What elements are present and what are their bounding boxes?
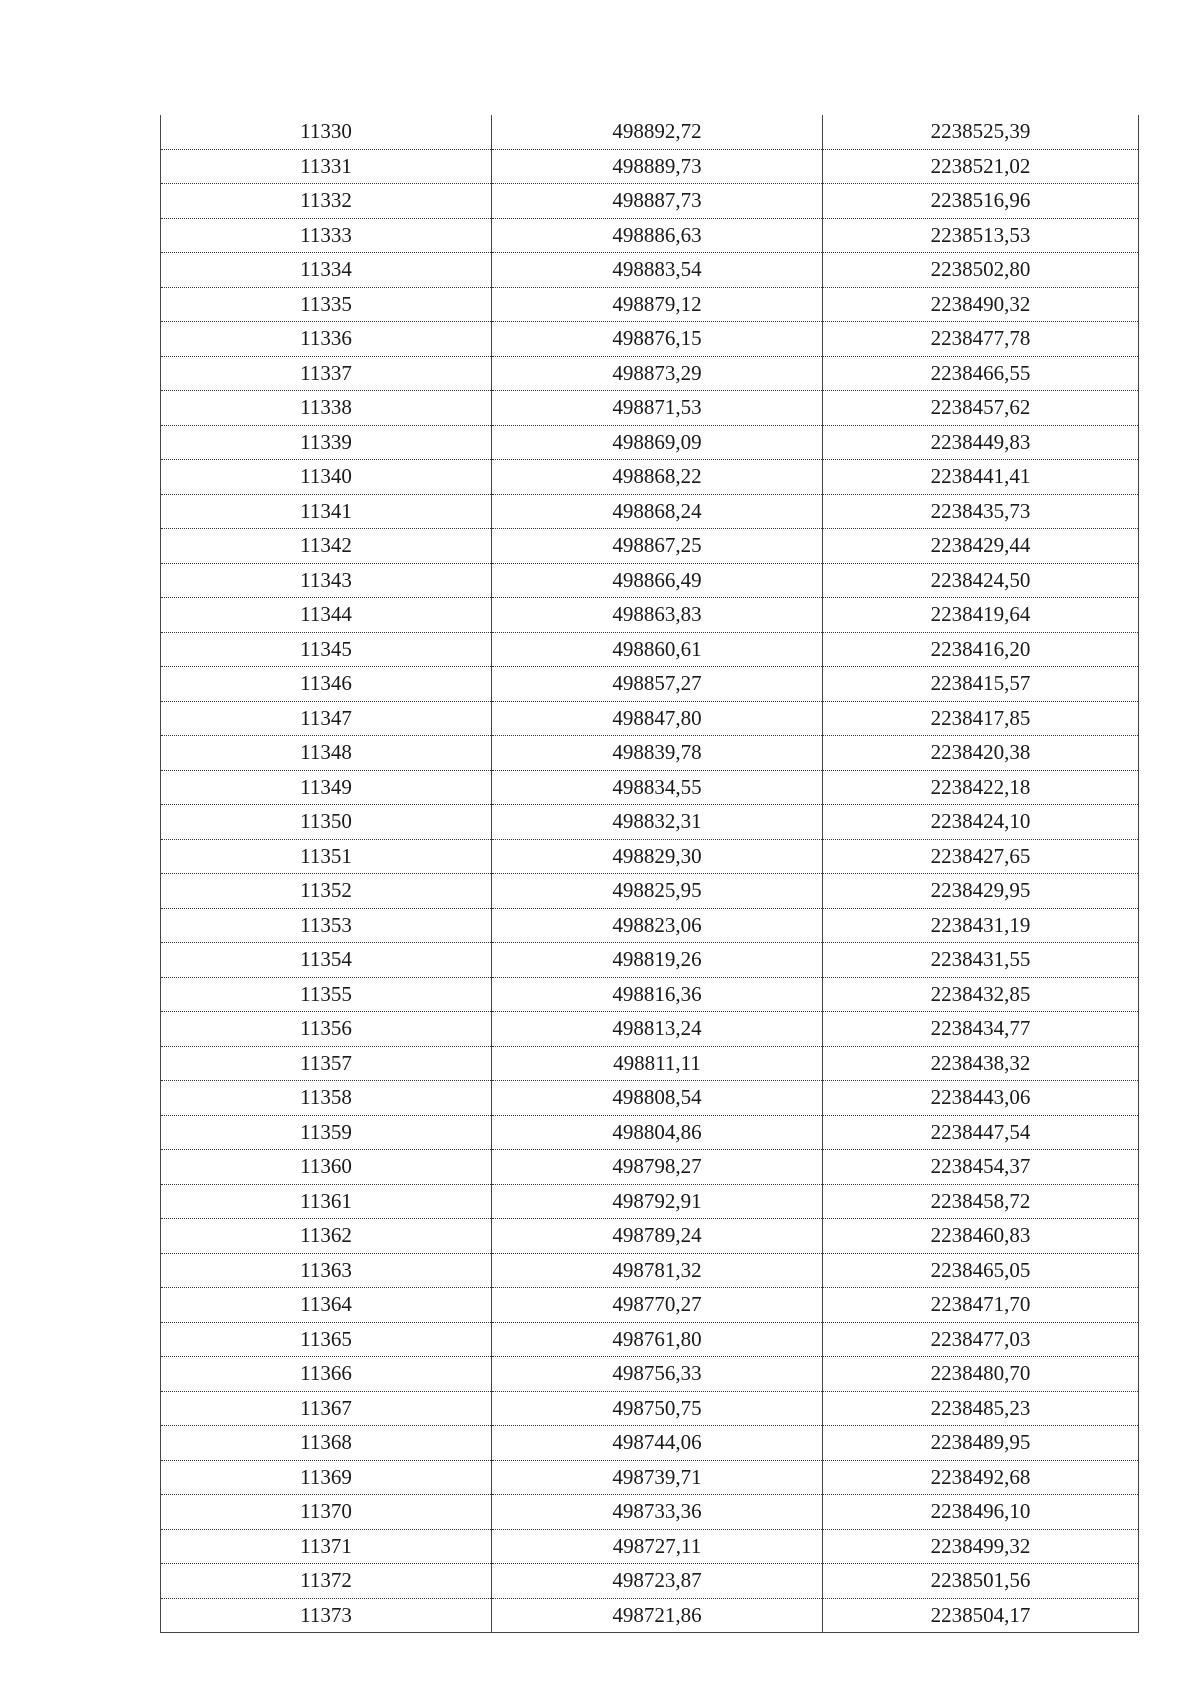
table-row: [161, 598, 1139, 633]
table-row: [161, 287, 1139, 322]
x-coordinate-cell: 498847,80: [492, 701, 823, 736]
point-number-cell: 11336: [161, 322, 492, 357]
y-coordinate-cell: 2238432,85: [823, 977, 1139, 1012]
point-number-cell: 11367: [161, 1391, 492, 1426]
point-number-cell: 11334: [161, 253, 492, 288]
table-row: [161, 494, 1139, 529]
point-number-cell: 11364: [161, 1288, 492, 1323]
y-coordinate-cell: 2238466,55: [823, 356, 1139, 391]
point-number-cell: 11358: [161, 1081, 492, 1116]
y-coordinate-cell: 2238431,19: [823, 908, 1139, 943]
y-coordinate-cell: 2238496,10: [823, 1495, 1139, 1530]
point-number-cell: 11347: [161, 701, 492, 736]
table-row: [161, 1529, 1139, 1564]
x-coordinate-cell: 498744,06: [492, 1426, 823, 1461]
point-number-cell: 11353: [161, 908, 492, 943]
y-coordinate-cell: 2238513,53: [823, 218, 1139, 253]
table-row: [161, 356, 1139, 391]
x-coordinate-cell: 498770,27: [492, 1288, 823, 1323]
table-row: [161, 839, 1139, 874]
point-number-cell: 11355: [161, 977, 492, 1012]
y-coordinate-cell: 2238489,95: [823, 1426, 1139, 1461]
table-row: [161, 805, 1139, 840]
table-row: [161, 1253, 1139, 1288]
point-number-cell: 11361: [161, 1184, 492, 1219]
table-row: [161, 1460, 1139, 1495]
table-row: [161, 1081, 1139, 1116]
y-coordinate-cell: 2238424,50: [823, 563, 1139, 598]
y-coordinate-cell: 2238441,41: [823, 460, 1139, 495]
table-row: [161, 391, 1139, 426]
x-coordinate-cell: 498756,33: [492, 1357, 823, 1392]
y-coordinate-cell: 2238504,17: [823, 1598, 1139, 1633]
table-row: [161, 736, 1139, 771]
point-number-cell: 11333: [161, 218, 492, 253]
point-number-cell: 11345: [161, 632, 492, 667]
x-coordinate-cell: 498789,24: [492, 1219, 823, 1254]
y-coordinate-cell: 2238490,32: [823, 287, 1139, 322]
table-row: [161, 701, 1139, 736]
table-row: [161, 563, 1139, 598]
point-number-cell: 11351: [161, 839, 492, 874]
point-number-cell: 11340: [161, 460, 492, 495]
y-coordinate-cell: 2238434,77: [823, 1012, 1139, 1047]
table-row: [161, 1564, 1139, 1599]
y-coordinate-cell: 2238457,62: [823, 391, 1139, 426]
x-coordinate-cell: 498808,54: [492, 1081, 823, 1116]
point-number-cell: 11331: [161, 149, 492, 184]
y-coordinate-cell: 2238420,38: [823, 736, 1139, 771]
x-coordinate-cell: 498889,73: [492, 149, 823, 184]
x-coordinate-cell: 498863,83: [492, 598, 823, 633]
point-number-cell: 11350: [161, 805, 492, 840]
y-coordinate-cell: 2238419,64: [823, 598, 1139, 633]
x-coordinate-cell: 498804,86: [492, 1115, 823, 1150]
table-row: [161, 977, 1139, 1012]
y-coordinate-cell: 2238458,72: [823, 1184, 1139, 1219]
table-row: [161, 770, 1139, 805]
y-coordinate-cell: 2238415,57: [823, 667, 1139, 702]
table-row: [161, 1426, 1139, 1461]
y-coordinate-cell: 2238460,83: [823, 1219, 1139, 1254]
y-coordinate-cell: 2238454,37: [823, 1150, 1139, 1185]
table-row: [161, 218, 1139, 253]
point-number-cell: 11332: [161, 184, 492, 219]
y-coordinate-cell: 2238499,32: [823, 1529, 1139, 1564]
x-coordinate-cell: 498825,95: [492, 874, 823, 909]
x-coordinate-cell: 498887,73: [492, 184, 823, 219]
y-coordinate-cell: 2238477,03: [823, 1322, 1139, 1357]
point-number-cell: 11365: [161, 1322, 492, 1357]
point-number-cell: 11369: [161, 1460, 492, 1495]
point-number-cell: 11349: [161, 770, 492, 805]
x-coordinate-cell: 498868,22: [492, 460, 823, 495]
x-coordinate-cell: 498871,53: [492, 391, 823, 426]
x-coordinate-cell: 498857,27: [492, 667, 823, 702]
point-number-cell: 11372: [161, 1564, 492, 1599]
table-row: [161, 425, 1139, 460]
y-coordinate-cell: 2238471,70: [823, 1288, 1139, 1323]
x-coordinate-cell: 498761,80: [492, 1322, 823, 1357]
point-number-cell: 11341: [161, 494, 492, 529]
x-coordinate-cell: 498860,61: [492, 632, 823, 667]
point-number-cell: 11330: [161, 115, 492, 149]
coordinates-table: [160, 115, 1139, 1633]
point-number-cell: 11344: [161, 598, 492, 633]
point-number-cell: 11360: [161, 1150, 492, 1185]
point-number-cell: 11338: [161, 391, 492, 426]
y-coordinate-cell: 2238427,65: [823, 839, 1139, 874]
y-coordinate-cell: 2238416,20: [823, 632, 1139, 667]
x-coordinate-cell: 498792,91: [492, 1184, 823, 1219]
x-coordinate-cell: 498886,63: [492, 218, 823, 253]
point-number-cell: 11346: [161, 667, 492, 702]
y-coordinate-cell: 2238431,55: [823, 943, 1139, 978]
y-coordinate-cell: 2238525,39: [823, 115, 1139, 149]
table-row: [161, 1012, 1139, 1047]
point-number-cell: 11359: [161, 1115, 492, 1150]
x-coordinate-cell: 498832,31: [492, 805, 823, 840]
x-coordinate-cell: 498739,71: [492, 1460, 823, 1495]
x-coordinate-cell: 498733,36: [492, 1495, 823, 1530]
x-coordinate-cell: 498781,32: [492, 1253, 823, 1288]
table-row: [161, 1184, 1139, 1219]
point-number-cell: 11362: [161, 1219, 492, 1254]
table-row: [161, 1391, 1139, 1426]
point-number-cell: 11354: [161, 943, 492, 978]
x-coordinate-cell: 498868,24: [492, 494, 823, 529]
point-number-cell: 11366: [161, 1357, 492, 1392]
y-coordinate-cell: 2238480,70: [823, 1357, 1139, 1392]
point-number-cell: 11335: [161, 287, 492, 322]
table-row: [161, 667, 1139, 702]
point-number-cell: 11352: [161, 874, 492, 909]
table-row: [161, 632, 1139, 667]
table-row: [161, 1357, 1139, 1392]
point-number-cell: 11348: [161, 736, 492, 771]
point-number-cell: 11370: [161, 1495, 492, 1530]
x-coordinate-cell: 498873,29: [492, 356, 823, 391]
x-coordinate-cell: 498869,09: [492, 425, 823, 460]
x-coordinate-cell: 498834,55: [492, 770, 823, 805]
x-coordinate-cell: 498883,54: [492, 253, 823, 288]
y-coordinate-cell: 2238424,10: [823, 805, 1139, 840]
y-coordinate-cell: 2238443,06: [823, 1081, 1139, 1116]
table-row: [161, 908, 1139, 943]
y-coordinate-cell: 2238465,05: [823, 1253, 1139, 1288]
point-number-cell: 11357: [161, 1046, 492, 1081]
x-coordinate-cell: 498721,86: [492, 1598, 823, 1633]
table-row: [161, 149, 1139, 184]
table-row: [161, 1115, 1139, 1150]
y-coordinate-cell: 2238449,83: [823, 425, 1139, 460]
point-number-cell: 11371: [161, 1529, 492, 1564]
point-number-cell: 11342: [161, 529, 492, 564]
x-coordinate-cell: 498727,11: [492, 1529, 823, 1564]
x-coordinate-cell: 498750,75: [492, 1391, 823, 1426]
point-number-cell: 11363: [161, 1253, 492, 1288]
x-coordinate-cell: 498723,87: [492, 1564, 823, 1599]
y-coordinate-cell: 2238447,54: [823, 1115, 1139, 1150]
table-row: [161, 1495, 1139, 1530]
table-row: [161, 115, 1139, 149]
point-number-cell: 11337: [161, 356, 492, 391]
point-number-cell: 11373: [161, 1598, 492, 1633]
y-coordinate-cell: 2238502,80: [823, 253, 1139, 288]
x-coordinate-cell: 498839,78: [492, 736, 823, 771]
y-coordinate-cell: 2238429,44: [823, 529, 1139, 564]
x-coordinate-cell: 498811,11: [492, 1046, 823, 1081]
table-row: [161, 253, 1139, 288]
table-row: [161, 460, 1139, 495]
table-row: [161, 322, 1139, 357]
x-coordinate-cell: 498819,26: [492, 943, 823, 978]
table-row: [161, 1150, 1139, 1185]
point-number-cell: 11356: [161, 1012, 492, 1047]
point-number-cell: 11339: [161, 425, 492, 460]
y-coordinate-cell: 2238429,95: [823, 874, 1139, 909]
y-coordinate-cell: 2238435,73: [823, 494, 1139, 529]
x-coordinate-cell: 498892,72: [492, 115, 823, 149]
table-row: [161, 874, 1139, 909]
y-coordinate-cell: 2238438,32: [823, 1046, 1139, 1081]
point-number-cell: 11343: [161, 563, 492, 598]
x-coordinate-cell: 498816,36: [492, 977, 823, 1012]
table-row: [161, 529, 1139, 564]
x-coordinate-cell: 498867,25: [492, 529, 823, 564]
table-row: [161, 1322, 1139, 1357]
table-row: [161, 1219, 1139, 1254]
y-coordinate-cell: 2238477,78: [823, 322, 1139, 357]
x-coordinate-cell: 498798,27: [492, 1150, 823, 1185]
y-coordinate-cell: 2238501,56: [823, 1564, 1139, 1599]
table-row: [161, 184, 1139, 219]
y-coordinate-cell: 2238485,23: [823, 1391, 1139, 1426]
table-row: [161, 1288, 1139, 1323]
x-coordinate-cell: 498879,12: [492, 287, 823, 322]
x-coordinate-cell: 498823,06: [492, 908, 823, 943]
table-row: [161, 1046, 1139, 1081]
table-row: [161, 943, 1139, 978]
x-coordinate-cell: 498866,49: [492, 563, 823, 598]
y-coordinate-cell: 2238521,02: [823, 149, 1139, 184]
table-row: [161, 1598, 1139, 1633]
x-coordinate-cell: 498813,24: [492, 1012, 823, 1047]
x-coordinate-cell: 498829,30: [492, 839, 823, 874]
y-coordinate-cell: 2238492,68: [823, 1460, 1139, 1495]
point-number-cell: 11368: [161, 1426, 492, 1461]
coordinates-table-body: [161, 115, 1139, 1633]
x-coordinate-cell: 498876,15: [492, 322, 823, 357]
y-coordinate-cell: 2238516,96: [823, 184, 1139, 219]
y-coordinate-cell: 2238417,85: [823, 701, 1139, 736]
y-coordinate-cell: 2238422,18: [823, 770, 1139, 805]
